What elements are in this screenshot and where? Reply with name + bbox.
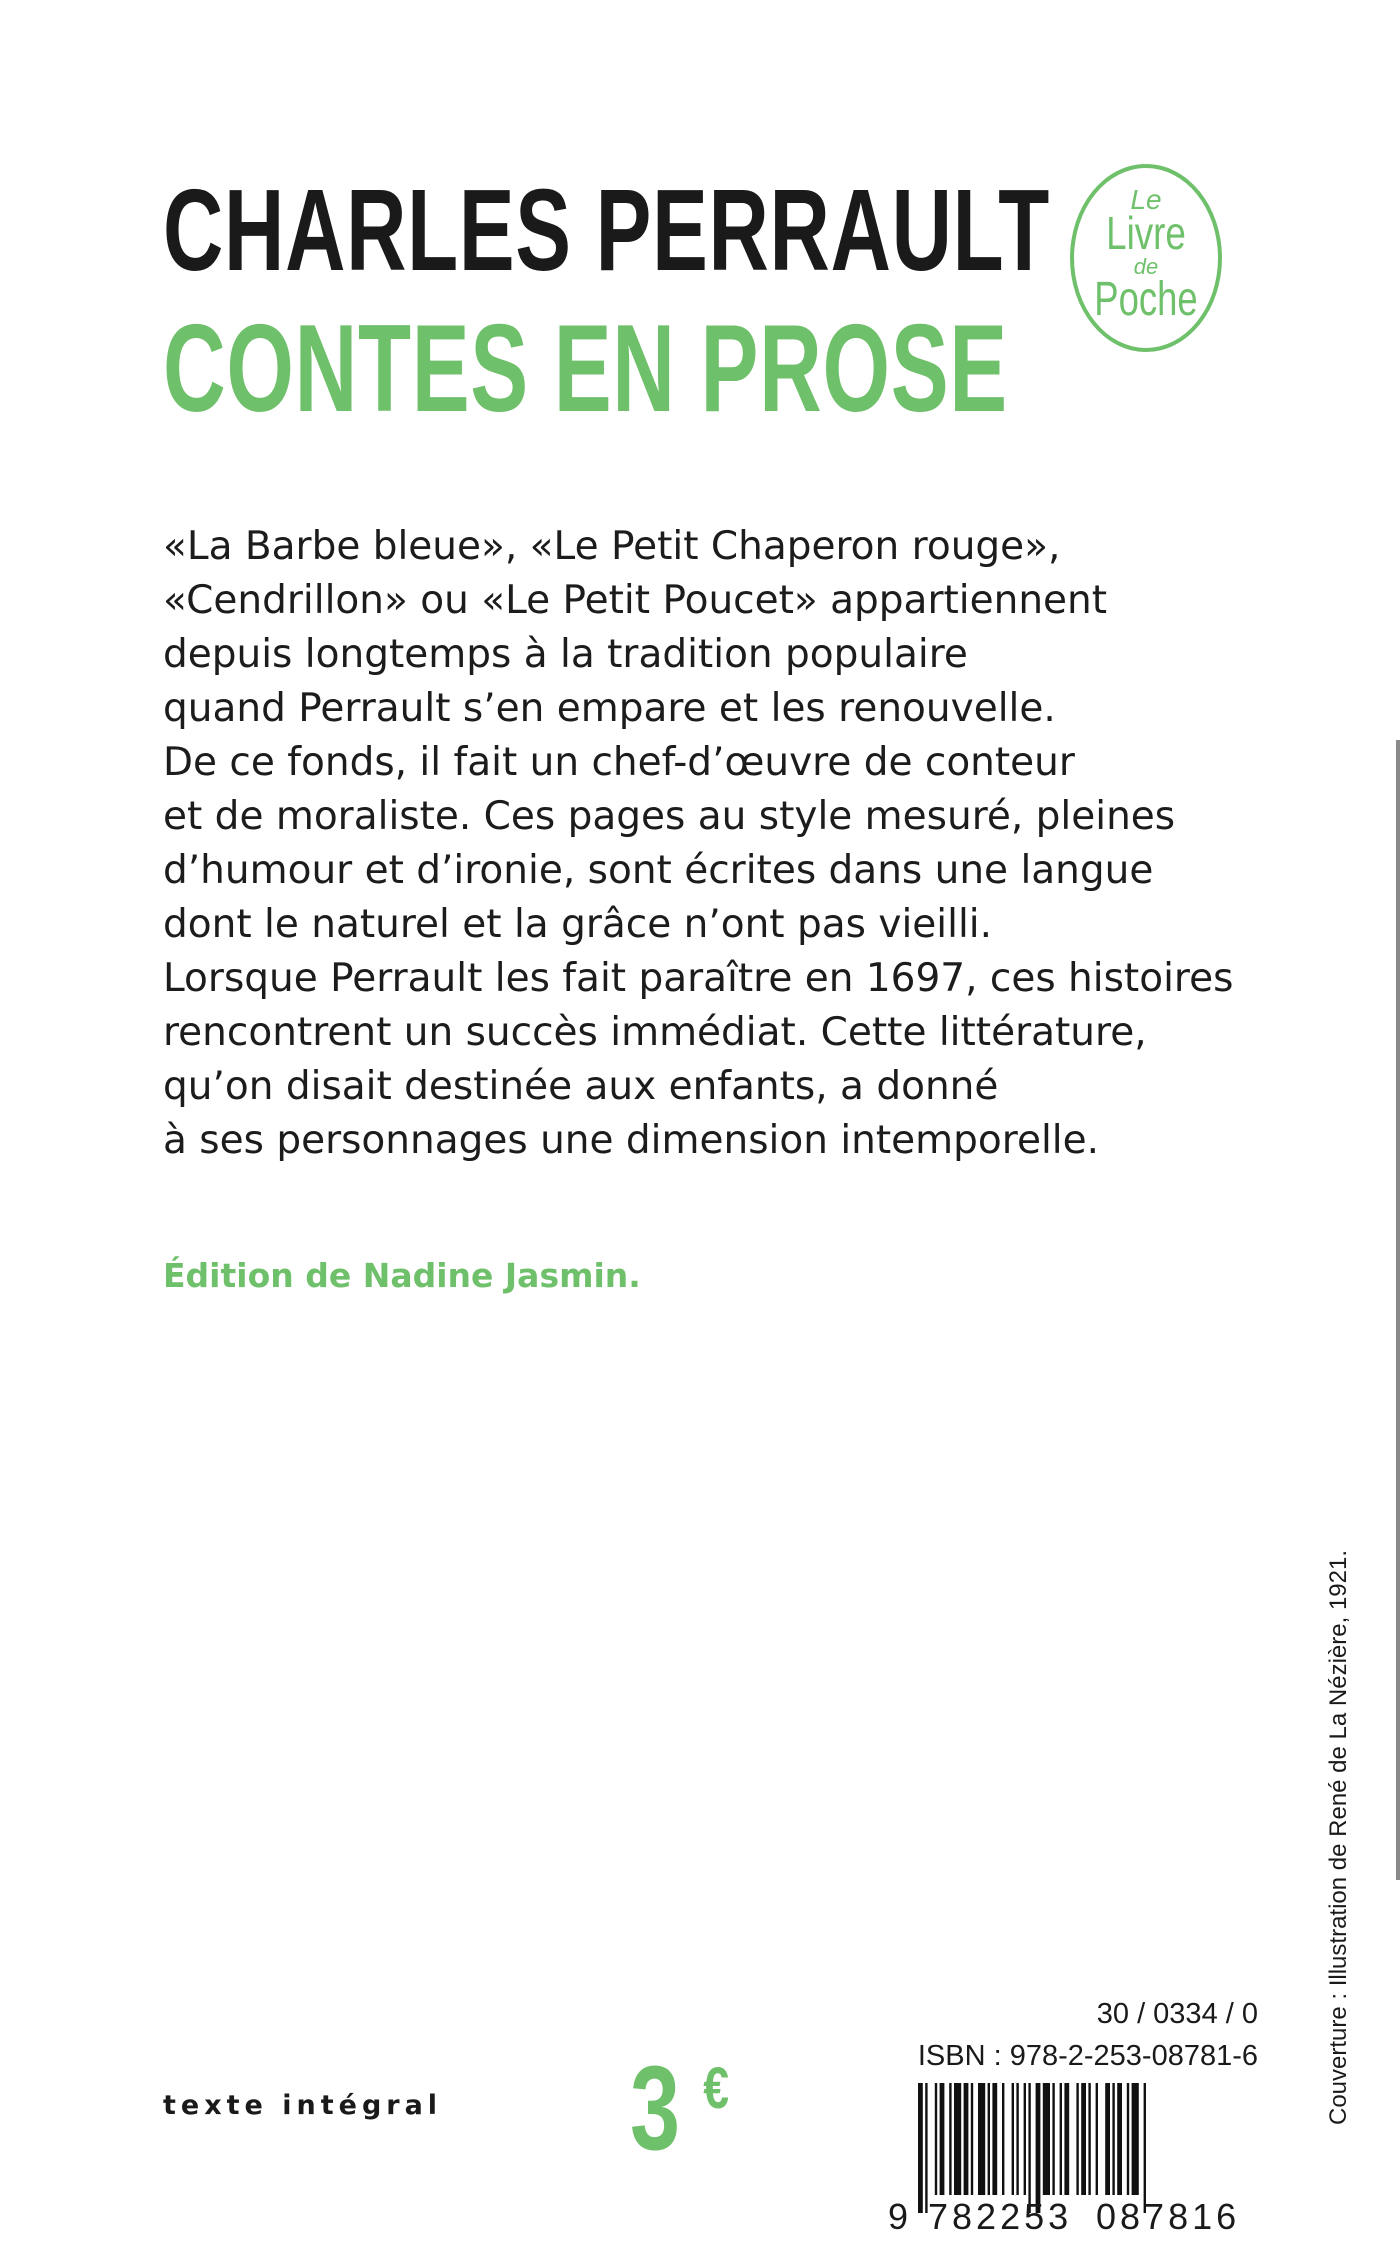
- barcode-bar: [1117, 2083, 1122, 2195]
- blurb-line: et de moraliste. Ces pages au style mesuré, pleines: [163, 794, 1176, 839]
- barcode-digits-right: 087816: [1096, 2196, 1241, 2233]
- blurb-line: d’humour et d’ironie, sont écrites dans une langue: [163, 848, 1154, 893]
- blurb-line: depuis longtemps à la tradition populaire: [163, 632, 968, 677]
- blurb-line: dont le naturel et la grâce n’ont pas vieilli.: [163, 902, 993, 947]
- barcode-bar: [1036, 2083, 1041, 2213]
- blurb-line: Lorsque Perrault les fait paraître en 1697, ces histoires: [163, 956, 1234, 1001]
- cover-credit-container: [1318, 1549, 1360, 2125]
- blurb-line: rencontrent un succès immédiat. Cette littérature,: [163, 1010, 1147, 1055]
- barcode-bar: [978, 2083, 985, 2195]
- barcode-bar: [988, 2083, 990, 2195]
- barcode-bar: [971, 2083, 973, 2195]
- barcode-bar: [1096, 2083, 1098, 2195]
- barcode-bar: [949, 2083, 951, 2195]
- barcode-bar: [1144, 2083, 1146, 2213]
- barcode-bar: [954, 2083, 961, 2195]
- barcode-bar: [1076, 2083, 1078, 2195]
- product-code: 30 / 0334 / 0: [1096, 1998, 1258, 2030]
- barcode-bar: [1088, 2083, 1090, 2195]
- barcode-bar: [1052, 2083, 1054, 2195]
- barcode-bar: [1012, 2083, 1014, 2195]
- blurb: [163, 520, 1233, 1168]
- blurb-line: De ce fonds, il fait un chef-d’œuvre de conteur: [163, 740, 1075, 785]
- price-amount: 3: [630, 2041, 681, 2175]
- barcode-bar: [1024, 2083, 1026, 2195]
- book-title: CONTES EN PROSE: [163, 300, 1008, 438]
- barcode-bar: [935, 2083, 937, 2195]
- barcode-bar: [918, 2083, 923, 2213]
- logo-le: Le: [1130, 184, 1162, 215]
- logo-poche: Poche: [1094, 273, 1198, 326]
- barcode-bar: [964, 2083, 969, 2195]
- barcode-bar: [1132, 2083, 1139, 2195]
- cover-credit: Couverture : Illustration de René de La Nézière, 1921.: [1325, 1549, 1352, 2125]
- barcode-bar: [992, 2083, 997, 2195]
- logo-de: de: [1133, 254, 1159, 279]
- blurb-line: «La Barbe bleue», «Le Petit Chaperon rouge»,: [163, 524, 1061, 569]
- barcode-bar: [1002, 2083, 1004, 2195]
- price: [630, 2041, 730, 2175]
- barcode-digits-left: 782253: [928, 2196, 1073, 2233]
- right-edge-line: [1396, 740, 1400, 1880]
- barcode-bar: [1105, 2083, 1110, 2195]
- barcode-bar: [1112, 2083, 1114, 2195]
- blurb-line: qu’on disait destinée aux enfants, a donné: [163, 1064, 999, 1109]
- blurb-line: à ses personnages une dimension intemporelle.: [163, 1118, 1100, 1163]
- barcode-digit-first: 9: [888, 2196, 909, 2233]
- price-currency: €: [703, 2056, 730, 2121]
- barcode-bar: [1064, 2083, 1069, 2195]
- barcode-bar: [1043, 2083, 1050, 2195]
- barcode-bar: [1127, 2083, 1129, 2195]
- blurb-line: «Cendrillon» ou «Le Petit Poucet» appartiennent: [163, 578, 1108, 623]
- barcode: [888, 2083, 1266, 2233]
- barcode-bars: [918, 2083, 1146, 2213]
- barcode-bar: [940, 2083, 945, 2195]
- barcode-bar: [1081, 2083, 1086, 2195]
- blurb-line: quand Perrault s’en empare et les renouvelle.: [163, 686, 1056, 731]
- isbn: ISBN : 978-2-253-08781-6: [917, 2040, 1258, 2072]
- edition-credit: Édition de Nadine Jasmin.: [163, 1256, 641, 1295]
- logo-livre: Livre: [1106, 207, 1186, 259]
- barcode-bar: [1016, 2083, 1018, 2195]
- barcode-bar: [925, 2083, 927, 2213]
- publisher-logo: [1070, 164, 1222, 352]
- texte-integral-label: texte intégral: [163, 2090, 443, 2121]
- barcode-bar: [1028, 2083, 1030, 2213]
- barcode-bar: [1060, 2083, 1062, 2195]
- author-name: CHARLES PERRAULT: [163, 165, 1050, 295]
